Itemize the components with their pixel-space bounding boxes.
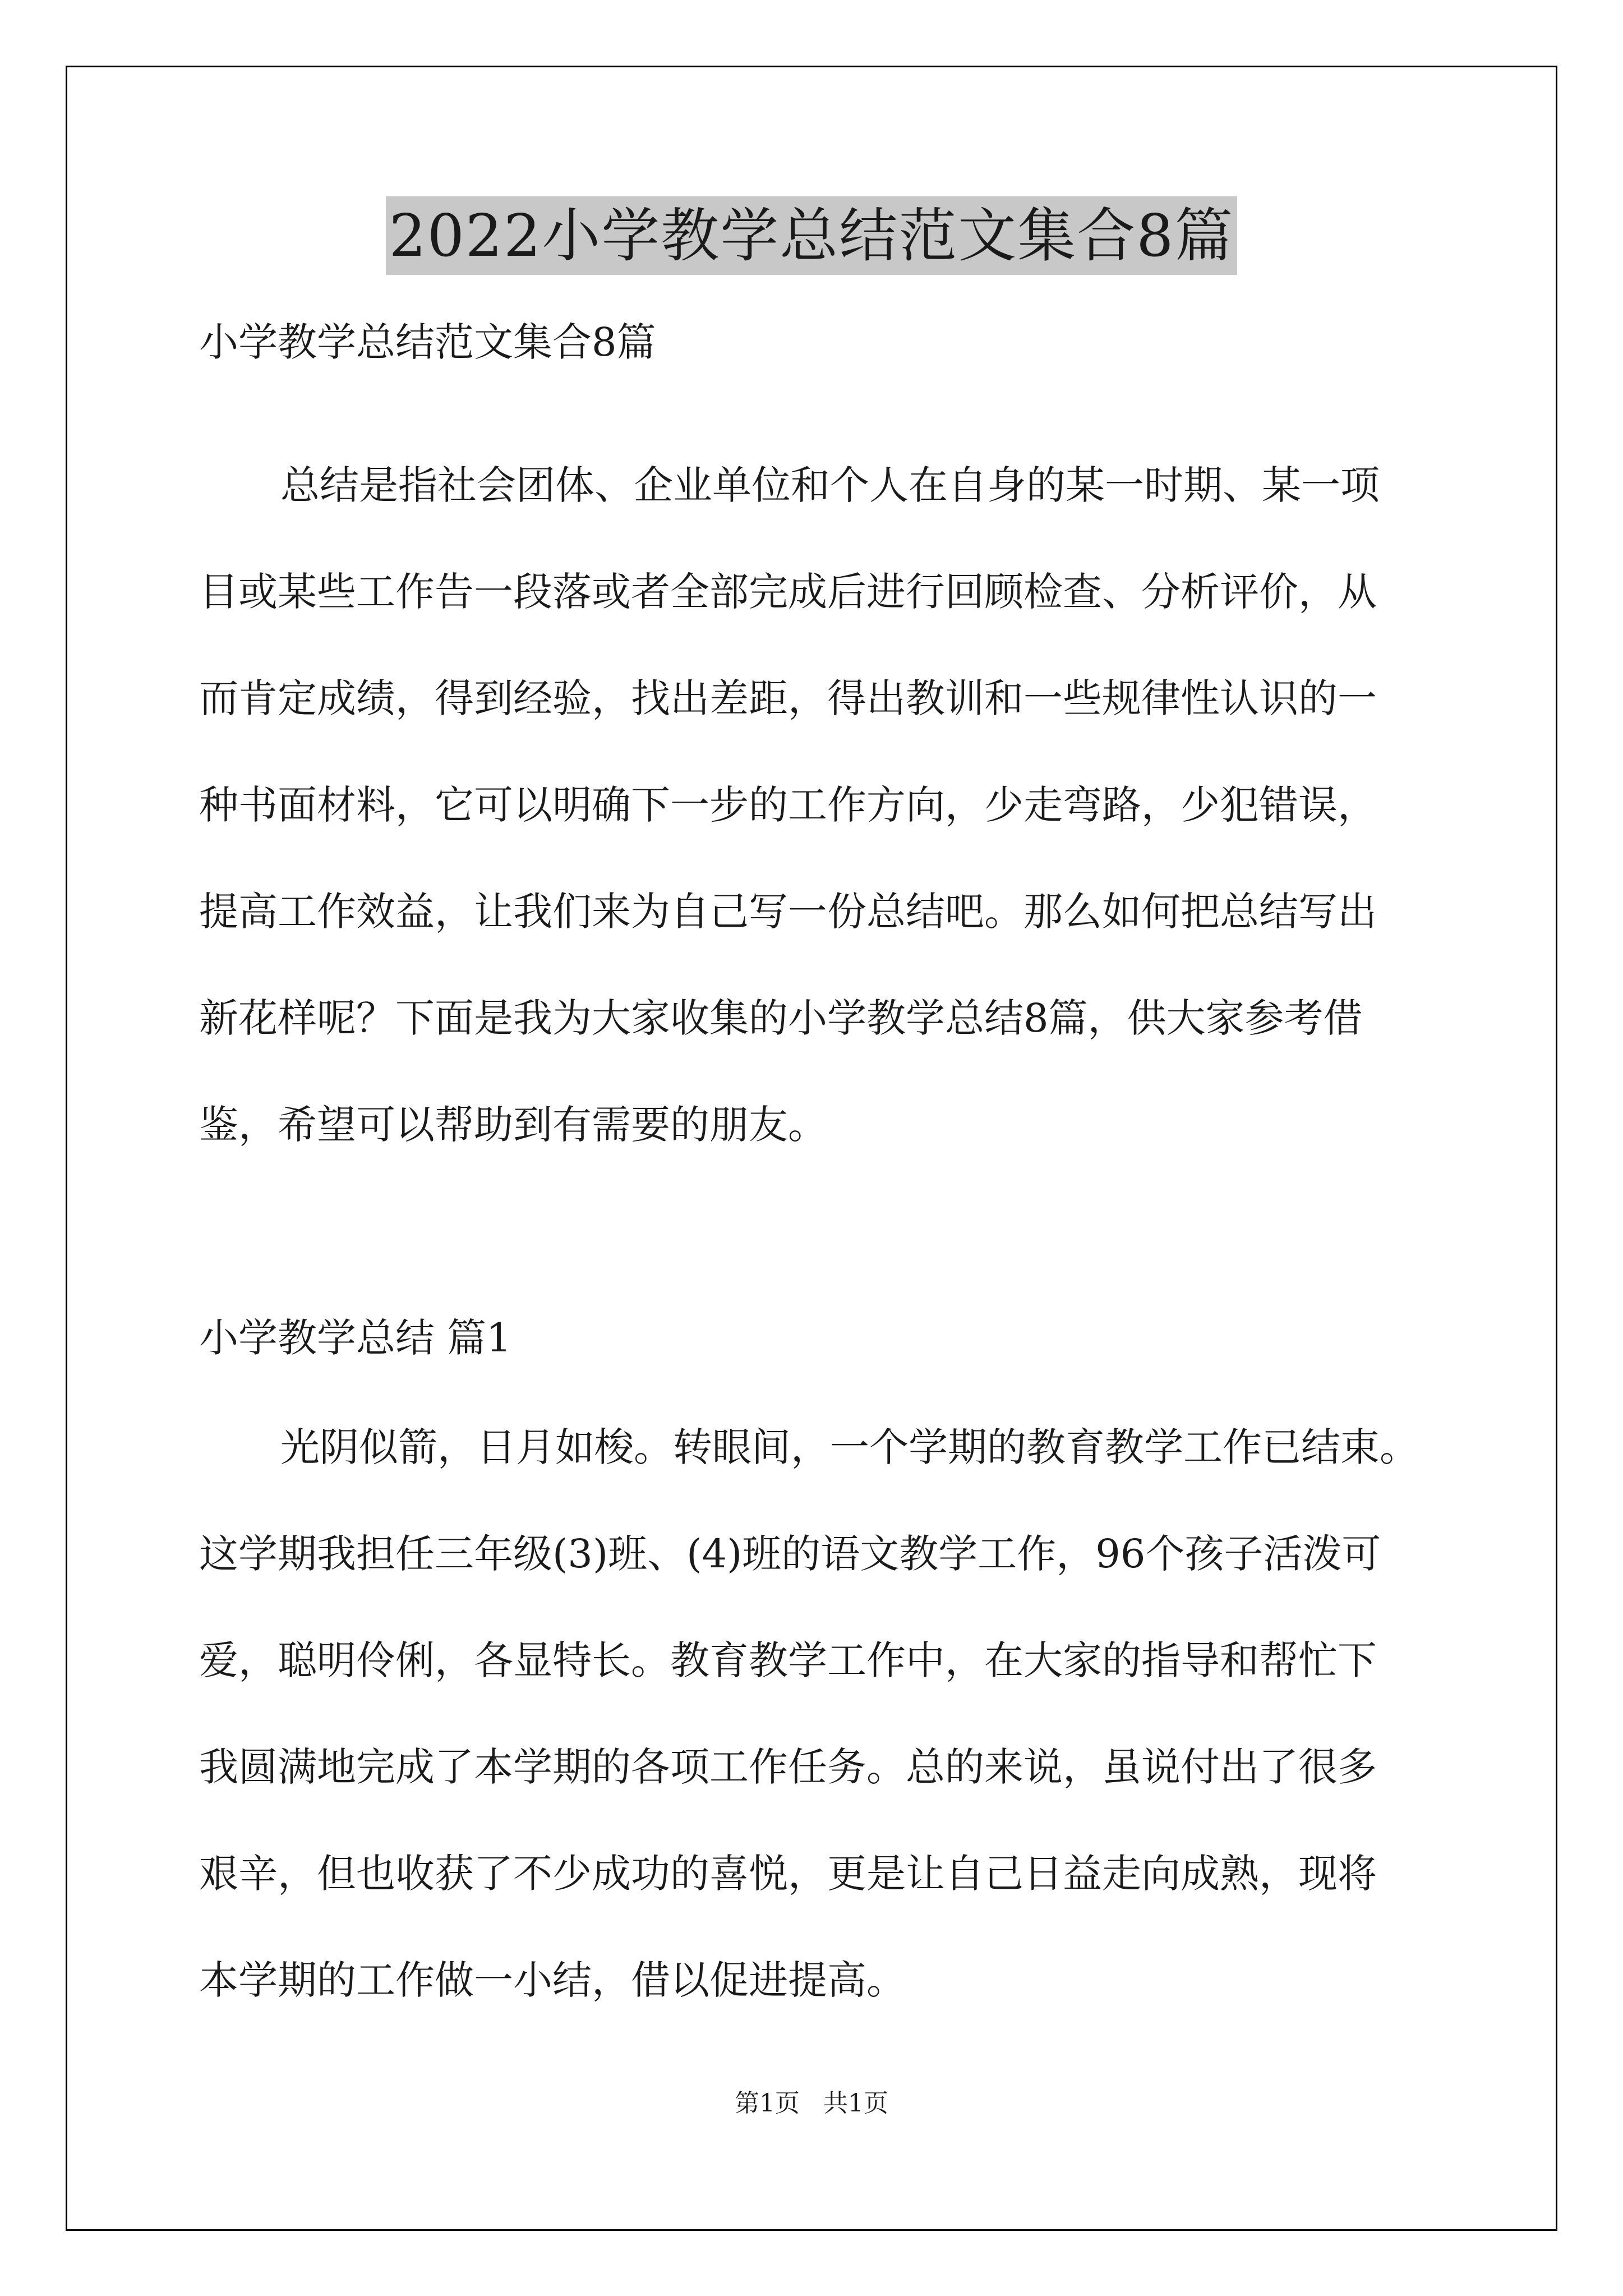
intro-line-6: 新花样呢？下面是我为大家收集的小学教学总结8篇，供大家参考借 bbox=[199, 995, 1363, 1041]
section-line-2: 这学期我担任三年级(3)班、(4)班的语文教学工作，96个孩子活泼可 bbox=[199, 1531, 1381, 1577]
section-line-3: 爱，聪明伶俐，各显特长。教育教学工作中，在大家的指导和帮忙下 bbox=[199, 1637, 1377, 1683]
document-subtitle: 小学教学总结范文集合8篇 bbox=[199, 319, 656, 365]
section-line-5: 艰辛，但也收获了不少成功的喜悦，更是让自己日益走向成熟，现将 bbox=[199, 1851, 1377, 1897]
intro-line-3: 而肯定成绩，得到经验，找出差距，得出教训和一些规律性认识的一 bbox=[199, 675, 1377, 721]
title-container bbox=[0, 196, 1623, 275]
intro-line-2: 目或某些工作告一段落或者全部完成后进行回顾检查、分析评价，从 bbox=[199, 569, 1377, 615]
page-footer: 第1页 共1页 bbox=[735, 2089, 888, 2118]
section-line-1: 光阴似箭，日月如梭。转眼间，一个学期的教育教学工作已结束。 bbox=[280, 1424, 1419, 1470]
section-line-4: 我圆满地完成了本学期的各项工作任务。总的来说，虽说付出了很多 bbox=[199, 1744, 1377, 1790]
section-heading: 小学教学总结 篇1 bbox=[199, 1315, 511, 1361]
section-line-6: 本学期的工作做一小结，借以促进提高。 bbox=[199, 1957, 906, 2003]
intro-line-4: 种书面材料，它可以明确下一步的工作方向，少走弯路，少犯错误， bbox=[199, 782, 1377, 828]
intro-line-5: 提高工作效益，让我们来为自己写一份总结吧。那么如何把总结写出 bbox=[199, 889, 1377, 935]
document-title: 2022小学教学总结范文集合8篇 bbox=[386, 196, 1238, 275]
intro-line-1: 总结是指社会团体、企业单位和个人在自身的某一时期、某一项 bbox=[280, 462, 1380, 508]
intro-line-7: 鉴，希望可以帮助到有需要的朋友。 bbox=[199, 1102, 827, 1148]
